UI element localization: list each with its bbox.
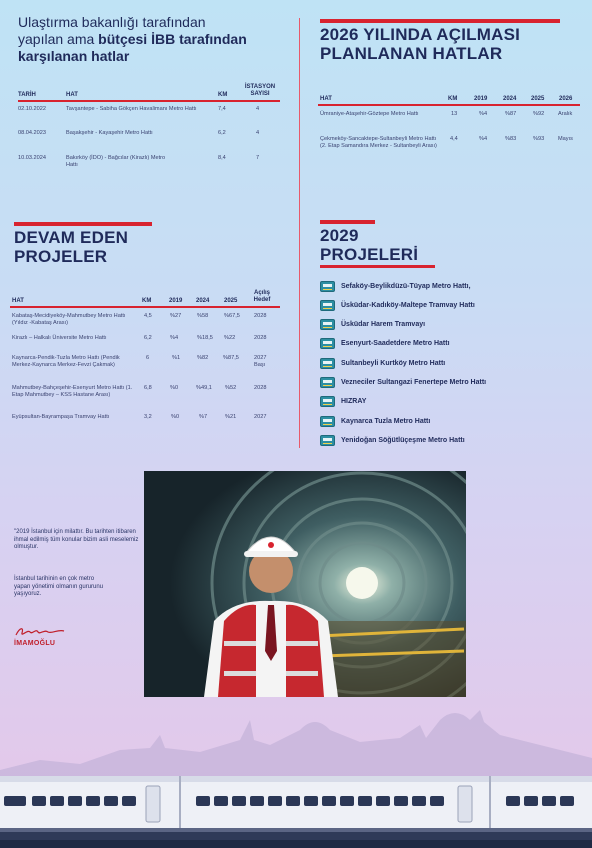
- quote-paragraph-1: "2019 İstanbul için milattır. Bu tarihten itibaren ihmal edilmiş tüm konular bizim asli meselemiz olmuştur.: [14, 529, 139, 550]
- tram-icon: [320, 338, 335, 349]
- tl-col-date: TARİH: [18, 92, 36, 98]
- ml-r3-km: 6,8: [144, 385, 152, 391]
- tram-icon: [320, 396, 335, 407]
- heading-line-2-pre: yapılan ama: [18, 31, 99, 47]
- ml-r4-target: 2027: [254, 414, 267, 420]
- train-illustration: [0, 770, 592, 848]
- tr-r0-2019: %4: [479, 111, 488, 117]
- ml-col-2024: 2024: [196, 298, 210, 304]
- tl-r0-stations: 4: [256, 106, 260, 112]
- list-item: [320, 298, 475, 312]
- tl-r0-line: Tavşantepe - Sabiha Gökçen Havalimanı Metro Hattı: [66, 106, 197, 112]
- tl-r2-stations: 7: [256, 155, 260, 161]
- mr-title-underline: [320, 265, 435, 268]
- tr-col-2025: 2025: [531, 96, 545, 102]
- tl-r2-date: 10.03.2024: [18, 155, 46, 161]
- list-item-label: Yenidoğan Söğütlüçeşme Metro Hattı: [341, 436, 465, 444]
- ml-r2-2025: %87,5: [223, 355, 239, 361]
- tr-col-2019: 2019: [474, 96, 488, 102]
- ml-r2-2024: %82: [197, 355, 209, 361]
- list-item-label: Üsküdar-Kadıköy-Maltepe Tramvay Hattı: [341, 301, 475, 309]
- ml-r2-km: 6: [146, 355, 150, 361]
- tl-col-line: HAT: [66, 92, 78, 98]
- ml-r4-2025: %21: [225, 414, 237, 420]
- ml-col-2025: 2025: [224, 298, 238, 304]
- tram-icon: [320, 281, 335, 292]
- ml-r1-line: Kirazlı – Halkalı Üniversite Metro Hattı: [12, 335, 107, 341]
- ml-title: [14, 228, 128, 266]
- tl-r1-stations: 4: [256, 130, 260, 136]
- ml-r3-2024: %49,1: [196, 385, 212, 391]
- ml-header-rule: [10, 306, 280, 308]
- ml-col-2019: 2019: [169, 298, 183, 304]
- ml-r0-2025: %67,5: [224, 313, 240, 319]
- ml-r1-2024: %18,5: [197, 335, 213, 341]
- ml-r2-2019: %1: [172, 355, 181, 361]
- ml-r1-2019: %4: [170, 335, 179, 341]
- tr-r0-2025: %92: [533, 111, 545, 117]
- ml-r0-line: Kabataş-Mecidiyeköy-Mahmutbey Metro Hattı (Yıldız -Kabataş Arası): [12, 313, 126, 326]
- ml-r3-2025: %52: [225, 385, 237, 391]
- tr-r0-2026: Aralık: [558, 111, 573, 117]
- ml-title-bar: [14, 222, 152, 226]
- list-item-label: Vezneciler Sultangazi Fenertepe Metro Hattı: [341, 378, 487, 386]
- list-item: [320, 433, 465, 447]
- tl-col-stations: İSTASYON SAYISI: [244, 84, 276, 97]
- mr-title-line-2: PROJELERİ: [320, 245, 419, 264]
- tl-r2-line: Bakırköy (İDO) - Bağcılar (Kirazlı) Metro Hattı: [66, 155, 166, 168]
- tr-r1-2024: %83: [505, 136, 517, 142]
- tram-icon: [320, 435, 335, 446]
- list-item: [320, 394, 366, 408]
- tram-icon: [320, 416, 335, 427]
- tl-r1-km: 6,2: [218, 130, 226, 136]
- list-item-label: HIZRAY: [341, 397, 367, 405]
- ml-col-km: KM: [142, 298, 152, 304]
- list-item-label: Kaynarca Tuzla Metro Hattı: [341, 417, 431, 425]
- tr-r1-line: Çekmeköy-Sancaktepe-Sultanbeyli Metro Hattı (2. Etap Samandıra Merkez - Sultanbeyli Arası): [320, 136, 437, 149]
- tr-r1-2026: Mayıs: [558, 136, 573, 142]
- signature-icon: [14, 625, 66, 639]
- tl-col-km: KM: [218, 92, 228, 98]
- mr-title: [320, 226, 418, 264]
- tl-header-rule: [18, 100, 280, 102]
- tram-icon: [320, 319, 335, 330]
- tr-r0-km: 13: [451, 111, 458, 117]
- tr-r0-line: Ümraniye-Ataşehir-Göztepe Metro Hattı: [320, 111, 419, 117]
- tr-title-bar: [320, 19, 560, 23]
- ml-r0-km: 4,5: [144, 313, 152, 319]
- tr-col-line: HAT: [320, 96, 332, 102]
- list-item: [320, 336, 450, 350]
- mr-title-line-1: 2029: [320, 226, 359, 245]
- mr-title-bar: [320, 220, 375, 224]
- ml-r0-target: 2028: [254, 313, 267, 319]
- tl-r0-km: 7,4: [218, 106, 226, 112]
- tl-r2-km: 8,4: [218, 155, 226, 161]
- tunnel-photo: [144, 471, 466, 697]
- top-left-heading: [18, 14, 288, 65]
- list-item: [320, 375, 486, 389]
- ml-r4-km: 3,2: [144, 414, 152, 420]
- list-item-label: Sultanbeyli Kurtköy Metro Hattı: [341, 359, 446, 367]
- tr-col-2024: 2024: [503, 96, 517, 102]
- ml-r0-2024: %58: [197, 313, 209, 319]
- tram-icon: [320, 358, 335, 369]
- ml-r2-target: 2027 Başı: [254, 355, 267, 368]
- list-item-label: Esenyurt-Saadetdere Metro Hattı: [341, 339, 450, 347]
- tr-r1-2025: %93: [533, 136, 545, 142]
- vertical-divider: [299, 18, 300, 448]
- list-item: [320, 414, 430, 428]
- tl-r0-date: 02.10.2022: [18, 106, 46, 112]
- tunnel-illustration: [144, 471, 466, 697]
- heading-line-1: Ulaştırma bakanlığı tarafından: [18, 14, 206, 30]
- tr-col-2026: 2026: [559, 96, 573, 102]
- tram-icon: [320, 377, 335, 388]
- ml-r1-2025: %22: [224, 335, 236, 341]
- ml-r0-2019: %27: [170, 313, 182, 319]
- heading-line-3-bold: karşılanan hatlar: [18, 48, 130, 64]
- ml-r3-line: Mahmutbey-Bahçeşehir-Esenyurt Metro Hattı (1. Etap Mahmutbey – KSS Hastane Arası): [12, 385, 133, 398]
- tram-icon: [320, 300, 335, 311]
- ml-r1-km: 6,2: [144, 335, 152, 341]
- tl-r1-line: Başakşehir - Kayaşehir Metro Hattı: [66, 130, 153, 136]
- ml-col-line: HAT: [12, 298, 24, 304]
- tr-header-rule: [318, 104, 580, 106]
- ml-r4-line: Eyüpsultan-Bayrampaşa Tramvay Hattı: [12, 414, 110, 420]
- quote-paragraph-2: İstanbul tarihinin en çok metro yapan yönetimi olmanın gururunu yaşıyoruz.: [14, 576, 104, 597]
- list-item: [320, 279, 471, 293]
- tr-title-line-1: 2026 YILINDA AÇILMASI: [320, 25, 521, 44]
- city-skyline-illustration: [0, 700, 592, 780]
- ml-r1-target: 2028: [254, 335, 267, 341]
- tr-title-line-2: PLANLANAN HATLAR: [320, 44, 503, 63]
- tl-r1-date: 08.04.2023: [18, 130, 46, 136]
- ml-r3-target: 2028: [254, 385, 267, 391]
- heading-line-2-bold: bütçesi İBB tarafından: [98, 31, 247, 47]
- ml-r4-2024: %7: [199, 414, 208, 420]
- list-item-label: Üsküdar Harem Tramvayı: [341, 320, 426, 328]
- signature-name: İMAMOĞLU: [14, 640, 56, 647]
- list-item: [320, 356, 445, 370]
- tr-r1-km: 4,4: [450, 136, 458, 142]
- ml-col-target: Açılış Hedef: [253, 290, 271, 303]
- ml-title-line-1: DEVAM EDEN: [14, 228, 129, 247]
- ml-r2-line: Kaynarca-Pendik-Tuzla Metro Hattı (Pendik Merkez-Kaynarca Merkez-Fevzi Çakmak): [12, 355, 120, 368]
- list-item-label: Sefaköy-Beylikdüzü-Tüyap Metro Hattı,: [341, 282, 471, 290]
- ml-r4-2019: %0: [171, 414, 180, 420]
- tr-r0-2024: %87: [505, 111, 517, 117]
- tr-r1-2019: %4: [479, 136, 488, 142]
- tr-title: [320, 25, 520, 63]
- heading-line-3: [18, 48, 288, 65]
- tr-col-km: KM: [448, 96, 458, 102]
- list-item: [320, 317, 425, 331]
- ml-title-line-2: PROJELER: [14, 247, 108, 266]
- ml-r3-2019: %0: [170, 385, 179, 391]
- heading-line-2: [18, 31, 288, 48]
